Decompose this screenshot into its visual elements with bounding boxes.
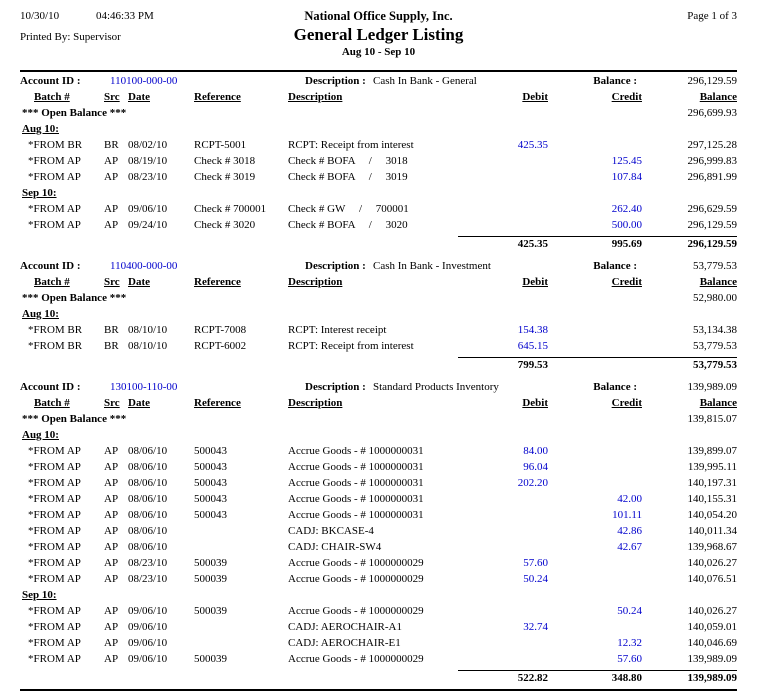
open-balance-row — [20, 106, 737, 122]
transaction-row — [20, 170, 737, 186]
cell-reference: RCPT-6002 — [194, 340, 247, 352]
column-header-debit: Debit — [522, 91, 548, 103]
open-balance-amount: 52,980.00 — [693, 292, 737, 304]
cell-description: Check # GW / 700001 — [288, 203, 409, 215]
cell-description: Accrue Goods - # 1000000031 — [288, 477, 424, 489]
cell-debit — [458, 524, 548, 540]
column-header-credit: Credit — [611, 91, 642, 103]
transaction-row — [20, 138, 737, 154]
cell-src: AP — [104, 219, 119, 231]
cell-src: AP — [104, 477, 119, 489]
period-label: Aug 10: — [22, 308, 59, 320]
column-header-description: Description — [288, 91, 343, 103]
cell-balance: 140,155.31 — [687, 493, 737, 505]
cell-batch: *FROM AP — [28, 461, 81, 473]
cell-debit — [458, 604, 548, 620]
transaction-row — [20, 604, 737, 620]
open-balance-amount: 139,815.07 — [687, 413, 737, 425]
account-description: Cash In Bank - Investment — [373, 260, 491, 272]
cell-batch: *FROM AP — [28, 573, 81, 585]
balance-label: Balance : — [593, 260, 637, 272]
header-center — [20, 8, 737, 60]
cell-debit — [458, 170, 548, 186]
column-header-date: Date — [128, 91, 150, 103]
cell-date: 08/10/10 — [128, 340, 168, 352]
cell-src: AP — [104, 525, 119, 537]
account-header-row — [20, 74, 737, 90]
cell-date: 08/06/10 — [128, 461, 168, 473]
cell-balance: 140,054.20 — [687, 509, 737, 521]
column-header-balance: Balance — [699, 276, 737, 288]
balance-label: Balance : — [593, 381, 637, 393]
open-balance-row — [20, 412, 737, 428]
cell-src: AP — [104, 171, 119, 183]
cell-src: BR — [104, 139, 119, 151]
cell-description: Accrue Goods - # 1000000031 — [288, 509, 424, 521]
cell-batch: *FROM BR — [28, 340, 83, 352]
totals-spacer — [20, 236, 458, 253]
total-balance: 296,129.59 — [642, 236, 737, 253]
cell-date: 08/10/10 — [128, 324, 168, 336]
transaction-row — [20, 492, 737, 508]
cell-batch: *FROM AP — [28, 509, 81, 521]
cell-debit[interactable]: 50.24 — [523, 573, 548, 585]
cell-reference: RCPT-5001 — [194, 139, 247, 151]
cell-description: CADJ: CHAIR-SW4 — [288, 541, 382, 553]
cell-reference — [194, 524, 288, 540]
column-header-row — [20, 90, 737, 106]
cell-credit[interactable]: 262.40 — [611, 203, 642, 215]
cell-src: AP — [104, 637, 119, 649]
cell-balance: 140,076.51 — [687, 573, 737, 585]
column-header-balance: Balance — [699, 397, 737, 409]
cell-batch: *FROM AP — [28, 653, 81, 665]
cell-description: Check # BOFA / 3019 — [288, 171, 408, 183]
report-body — [20, 74, 737, 687]
cell-credit[interactable]: 50.24 — [617, 605, 642, 617]
open-balance-label: *** Open Balance *** — [22, 413, 127, 425]
transaction-row — [20, 620, 737, 636]
totals-spacer — [20, 670, 458, 687]
cell-credit[interactable]: 125.45 — [611, 155, 642, 167]
open-balance-credit — [548, 106, 642, 122]
cell-src: AP — [104, 605, 119, 617]
cell-batch: *FROM AP — [28, 203, 81, 215]
cell-balance: 140,059.01 — [687, 621, 737, 633]
cell-src: AP — [104, 445, 119, 457]
cell-debit — [458, 540, 548, 556]
cell-batch: *FROM AP — [28, 171, 81, 183]
cell-reference: 500043 — [194, 477, 227, 489]
column-header-reference: Reference — [194, 276, 241, 288]
period-label-row — [20, 122, 737, 138]
transaction-row — [20, 652, 737, 668]
column-header-date: Date — [128, 397, 150, 409]
cell-credit — [548, 323, 642, 339]
transaction-row — [20, 556, 737, 572]
cell-date: 08/06/10 — [128, 477, 168, 489]
cell-debit — [458, 508, 548, 524]
column-header-credit: Credit — [611, 397, 642, 409]
transaction-row — [20, 636, 737, 652]
cell-batch: *FROM AP — [28, 477, 81, 489]
account-header-row — [20, 380, 737, 396]
cell-credit — [548, 339, 642, 355]
cell-src: AP — [104, 461, 119, 473]
cell-date: 08/23/10 — [128, 573, 168, 585]
column-header-credit: Credit — [611, 276, 642, 288]
cell-date: 09/24/10 — [128, 219, 168, 231]
cell-reference: 500039 — [194, 557, 227, 569]
account-totals-row — [20, 357, 737, 374]
cell-batch: *FROM AP — [28, 621, 81, 633]
cell-description: RCPT: Receipt from interest — [288, 340, 414, 352]
cell-debit[interactable]: 84.00 — [523, 445, 548, 457]
column-header-batch: Batch # — [34, 397, 70, 409]
cell-description: CADJ: AEROCHAIR-E1 — [288, 637, 401, 649]
cell-credit — [548, 620, 642, 636]
cell-date: 09/06/10 — [128, 605, 168, 617]
cell-debit[interactable]: 96.04 — [523, 461, 548, 473]
cell-reference: 500043 — [194, 493, 227, 505]
account-section — [20, 259, 737, 374]
account-description: Cash In Bank - General — [373, 75, 477, 87]
open-balance-row — [20, 291, 737, 307]
cell-balance: 53,779.53 — [693, 340, 737, 352]
cell-credit — [548, 476, 642, 492]
cell-reference: 500039 — [194, 605, 227, 617]
open-balance-credit — [548, 291, 642, 307]
cell-date: 09/06/10 — [128, 203, 168, 215]
period-label-row — [20, 307, 737, 323]
account-id-link[interactable]: 110100-000-00 — [110, 75, 178, 87]
cell-description: Accrue Goods - # 1000000029 — [288, 653, 424, 665]
cell-batch: *FROM AP — [28, 605, 81, 617]
cell-reference: 500043 — [194, 445, 227, 457]
cell-description: Check # BOFA / 3018 — [288, 155, 408, 167]
account-id-label: Account ID : — [20, 260, 81, 272]
cell-reference: Check # 3018 — [194, 155, 256, 167]
transaction-row — [20, 323, 737, 339]
cell-batch: *FROM AP — [28, 155, 81, 167]
total-debit: 425.35 — [458, 236, 548, 253]
column-header-src: Src — [104, 91, 120, 103]
period-label-row — [20, 186, 737, 202]
cell-balance: 53,134.38 — [693, 324, 737, 336]
cell-debit[interactable]: 154.38 — [517, 324, 548, 336]
cell-src: AP — [104, 653, 119, 665]
cell-batch: *FROM AP — [28, 637, 81, 649]
column-header-date: Date — [128, 276, 150, 288]
account-balance: 139,989.09 — [687, 381, 737, 393]
period-label: Aug 10: — [22, 123, 59, 135]
cell-src: AP — [104, 493, 119, 505]
company-name: National Office Supply, Inc. — [304, 9, 453, 23]
cell-date: 08/06/10 — [128, 445, 168, 457]
cell-balance: 139,968.67 — [687, 541, 737, 553]
header-rule — [20, 70, 737, 72]
cell-credit — [548, 556, 642, 572]
cell-date: 08/19/10 — [128, 155, 168, 167]
cell-debit — [458, 154, 548, 170]
account-id-link[interactable]: 110400-000-00 — [110, 260, 178, 272]
cell-description: Accrue Goods - # 1000000029 — [288, 573, 424, 585]
cell-date: 09/06/10 — [128, 653, 168, 665]
total-debit: 799.53 — [458, 357, 548, 374]
cell-batch: *FROM AP — [28, 525, 81, 537]
cell-description: Accrue Goods - # 1000000031 — [288, 461, 424, 473]
cell-date: 09/06/10 — [128, 637, 168, 649]
cell-credit — [548, 138, 642, 154]
cell-src: AP — [104, 557, 119, 569]
cell-reference: 500039 — [194, 573, 227, 585]
cell-reference — [194, 540, 288, 556]
print-date: 10/30/10 — [20, 10, 60, 22]
cell-reference: RCPT-7008 — [194, 324, 247, 336]
cell-date: 09/06/10 — [128, 621, 168, 633]
transaction-row — [20, 339, 737, 355]
column-header-reference: Reference — [194, 91, 241, 103]
period-label-row — [20, 588, 737, 604]
cell-batch: *FROM AP — [28, 219, 81, 231]
column-header-batch: Batch # — [34, 91, 70, 103]
report-period: Aug 10 - Sep 10 — [341, 46, 416, 58]
cell-balance: 140,046.69 — [687, 637, 737, 649]
cell-reference — [194, 620, 288, 636]
cell-reference: Check # 3020 — [194, 219, 256, 231]
report-header — [20, 8, 737, 70]
page-number: Page 1 of 3 — [687, 10, 737, 22]
report-title: General Ledger Listing — [293, 25, 464, 44]
cell-date: 08/06/10 — [128, 525, 168, 537]
cell-date: 08/06/10 — [128, 493, 168, 505]
column-header-debit: Debit — [522, 276, 548, 288]
cell-credit — [548, 460, 642, 476]
column-header-balance: Balance — [699, 91, 737, 103]
total-credit: 995.69 — [548, 236, 642, 253]
cell-reference: Check # 700001 — [194, 203, 267, 215]
open-balance-credit — [548, 412, 642, 428]
cell-debit[interactable]: 202.20 — [517, 477, 548, 489]
transaction-row — [20, 460, 737, 476]
cell-reference: Check # 3019 — [194, 171, 256, 183]
cell-credit — [548, 444, 642, 460]
cell-debit — [458, 492, 548, 508]
transaction-row — [20, 218, 737, 234]
cell-balance: 140,197.31 — [687, 477, 737, 489]
cell-balance: 297,125.28 — [687, 139, 737, 151]
period-label-row — [20, 428, 737, 444]
cell-batch: *FROM BR — [28, 139, 83, 151]
cell-credit[interactable]: 101.11 — [612, 509, 642, 521]
cell-reference: 500043 — [194, 509, 227, 521]
balance-label: Balance : — [593, 75, 637, 87]
column-header-reference: Reference — [194, 397, 241, 409]
cell-description: Accrue Goods - # 1000000029 — [288, 557, 424, 569]
total-balance: 53,779.53 — [642, 357, 737, 374]
cell-credit — [548, 572, 642, 588]
cell-batch: *FROM AP — [28, 445, 81, 457]
account-section — [20, 74, 737, 253]
cell-date: 08/23/10 — [128, 557, 168, 569]
print-time: 04:46:33 PM — [96, 10, 154, 22]
transaction-row — [20, 444, 737, 460]
column-header-debit: Debit — [522, 397, 548, 409]
cell-description: Accrue Goods - # 1000000031 — [288, 445, 424, 457]
account-header-row — [20, 259, 737, 275]
account-section — [20, 380, 737, 687]
account-id-label: Account ID : — [20, 381, 81, 393]
cell-date: 08/02/10 — [128, 139, 168, 151]
description-label: Description : — [305, 381, 366, 393]
cell-balance: 139,995.11 — [687, 461, 737, 473]
total-balance: 139,989.09 — [642, 670, 737, 687]
period-label: Aug 10: — [22, 429, 59, 441]
transaction-row — [20, 202, 737, 218]
cell-description: CADJ: BKCASE-4 — [288, 525, 374, 537]
open-balance-amount: 296,699.93 — [687, 107, 737, 119]
total-debit: 522.82 — [458, 670, 548, 687]
cell-batch: *FROM BR — [28, 324, 83, 336]
cell-debit — [458, 218, 548, 234]
account-totals-row — [20, 670, 737, 687]
cell-balance: 296,891.99 — [687, 171, 737, 183]
cell-credit[interactable]: 42.00 — [617, 493, 642, 505]
transaction-row — [20, 508, 737, 524]
description-label: Description : — [305, 260, 366, 272]
column-header-row — [20, 396, 737, 412]
transaction-row — [20, 540, 737, 556]
cell-description: Check # BOFA / 3020 — [288, 219, 408, 231]
account-balance: 53,779.53 — [693, 260, 737, 272]
cell-debit — [458, 652, 548, 668]
cell-reference: 500043 — [194, 461, 227, 473]
open-balance-debit — [458, 412, 548, 428]
cell-description: RCPT: Receipt from interest — [288, 139, 414, 151]
cell-reference — [194, 636, 288, 652]
cell-balance: 140,026.27 — [687, 605, 737, 617]
column-header-src: Src — [104, 397, 120, 409]
cell-balance: 140,011.34 — [687, 525, 737, 537]
column-header-batch: Batch # — [34, 276, 70, 288]
cell-date: 08/23/10 — [128, 171, 168, 183]
period-label: Sep 10: — [22, 187, 57, 199]
cell-description: Accrue Goods - # 1000000029 — [288, 605, 424, 617]
cell-debit — [458, 636, 548, 652]
cell-credit[interactable]: 12.32 — [617, 637, 642, 649]
cell-balance: 140,026.27 — [687, 557, 737, 569]
cell-balance: 296,129.59 — [687, 219, 737, 231]
cell-src: BR — [104, 340, 119, 352]
cell-batch: *FROM AP — [28, 557, 81, 569]
cell-balance: 139,989.09 — [687, 653, 737, 665]
description-label: Description : — [305, 75, 366, 87]
cell-src: BR — [104, 324, 119, 336]
open-balance-debit — [458, 106, 548, 122]
transaction-row — [20, 524, 737, 540]
cell-debit[interactable]: 57.60 — [523, 557, 548, 569]
totals-spacer — [20, 357, 458, 374]
column-header-description: Description — [288, 397, 343, 409]
cell-credit[interactable]: 57.60 — [617, 653, 642, 665]
transaction-row — [20, 476, 737, 492]
cell-debit — [458, 202, 548, 218]
cell-src: AP — [104, 509, 119, 521]
cell-credit[interactable]: 500.00 — [611, 219, 642, 231]
cell-credit[interactable]: 42.67 — [617, 541, 642, 553]
column-header-row — [20, 275, 737, 291]
open-balance-debit — [458, 291, 548, 307]
cell-batch: *FROM AP — [28, 541, 81, 553]
account-id-link[interactable]: 130100-110-00 — [110, 381, 178, 393]
cell-description: CADJ: AEROCHAIR-A1 — [288, 621, 402, 633]
open-balance-label: *** Open Balance *** — [22, 292, 127, 304]
column-header-description: Description — [288, 276, 343, 288]
transaction-row — [20, 154, 737, 170]
cell-src: AP — [104, 203, 119, 215]
cell-credit[interactable]: 107.84 — [611, 171, 642, 183]
cell-date: 08/06/10 — [128, 509, 168, 521]
period-label: Sep 10: — [22, 589, 57, 601]
total-credit: 348.80 — [548, 670, 642, 687]
cell-description: Accrue Goods - # 1000000031 — [288, 493, 424, 505]
cell-reference: 500039 — [194, 653, 227, 665]
printed-by: Printed By: Supervisor — [20, 31, 121, 43]
cell-date: 08/06/10 — [128, 541, 168, 553]
cell-balance: 139,899.07 — [687, 445, 737, 457]
cell-debit[interactable]: 32.74 — [523, 621, 548, 633]
account-id-label: Account ID : — [20, 75, 81, 87]
cell-description: RCPT: Interest receipt — [288, 324, 387, 336]
cell-batch: *FROM AP — [28, 493, 81, 505]
cell-debit[interactable]: 425.35 — [517, 139, 548, 151]
column-header-src: Src — [104, 276, 120, 288]
cell-src: AP — [104, 541, 119, 553]
account-balance: 296,129.59 — [687, 75, 737, 87]
cell-balance: 296,629.59 — [687, 203, 737, 215]
account-description: Standard Products Inventory — [373, 381, 499, 393]
cell-src: AP — [104, 573, 119, 585]
cell-balance: 296,999.83 — [687, 155, 737, 167]
total-credit — [548, 357, 642, 374]
cell-credit[interactable]: 42.86 — [617, 525, 642, 537]
transaction-row — [20, 572, 737, 588]
cell-debit[interactable]: 645.15 — [517, 340, 548, 352]
cell-src: AP — [104, 621, 119, 633]
account-totals-row — [20, 236, 737, 253]
open-balance-label: *** Open Balance *** — [22, 107, 127, 119]
cell-src: AP — [104, 155, 119, 167]
